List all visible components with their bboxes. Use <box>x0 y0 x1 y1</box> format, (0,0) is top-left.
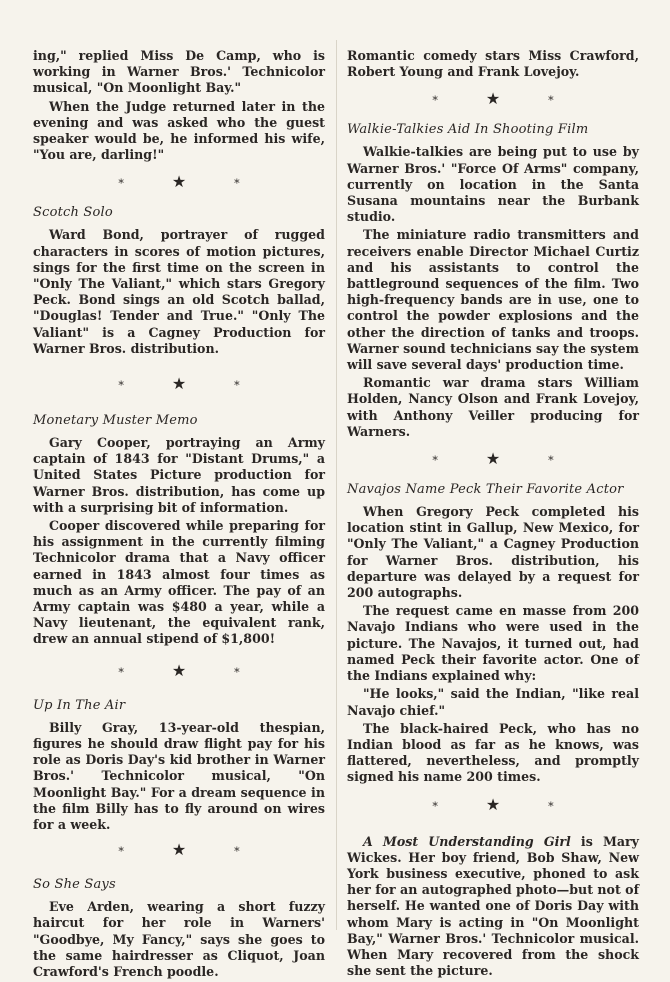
small-star-icon: * <box>548 454 554 468</box>
article-paragraph: Romantic war drama stars William Holden, Nancy Olson and Frank Lovejoy, with Anthony Veiller producing for Warners. <box>347 375 639 439</box>
article-paragraph: The request came en masse from 200 Navajo Indians who were used in the picture. The Navajos, it turned out, had named Peck their favorite actor. One of the Indians explained why: <box>347 603 639 684</box>
small-star-icon: * <box>118 177 124 191</box>
section-heading-so-she-says: So She Says <box>33 877 116 893</box>
small-star-icon: * <box>234 379 240 393</box>
article-paragraph: Gary Cooper, portraying an Army captain of 1843 for "Distant Drums," a United States Picture production for Warner Bros. distribution, has come up with a surprising bit of information. <box>33 435 325 515</box>
small-star-icon: * <box>432 454 438 468</box>
small-star-icon: * <box>548 94 554 108</box>
big-star-icon: ★ <box>485 89 501 109</box>
section-heading-scotch-solo: Scotch Solo <box>33 205 113 221</box>
small-star-icon: * <box>118 845 124 859</box>
big-star-icon: ★ <box>171 840 187 860</box>
article-paragraph-understanding-girl <box>347 834 639 980</box>
star-separator <box>33 169 325 195</box>
intro-paragraph: ing," replied Miss De Camp, who is working in Warner Bros.' Technicolor musical, "On Moonlight Bay." <box>33 48 325 96</box>
section-heading-up-in-the-air: Up In The Air <box>33 697 126 713</box>
section-heading-navajos-name-peck: Navajos Name Peck Their Favorite Actor <box>347 482 624 498</box>
article-text: is Mary Wickes. Her boy friend, Bob Shaw, New York business executive, phoned to ask her for an autographed photo—but not of herself. He wanted one of Doris Day with whom Mary is acting in "On Moonlight Bay," Warner Bros.' Technicolor musical. When Mary recovered from the shock she sent the picture. <box>347 833 639 979</box>
column-divider <box>336 40 337 930</box>
right-column <box>347 48 639 981</box>
small-star-icon: * <box>548 799 554 813</box>
small-star-icon: * <box>234 177 240 191</box>
article-paragraph: When Gregory Peck completed his location stint in Gallup, New Mexico, for "Only The Valiant," a Cagney Production for Warner Bros. distribution, his departure was delayed by a request for 200 autographs. <box>347 504 639 601</box>
small-star-icon: * <box>118 379 124 393</box>
small-star-icon: * <box>432 94 438 108</box>
section-heading-walkie-talkies: Walkie-Talkies Aid In Shooting Film <box>347 122 589 138</box>
star-separator <box>33 371 325 397</box>
big-star-icon: ★ <box>485 794 501 814</box>
article-paragraph: The miniature radio transmitters and receivers enable Director Michael Curtiz and his assistants to control the battleground sequences of the film. Two high-frequency bands are in use, one to control the powder explosions and the other the direction of tanks and troops. Warner sound technicians say the system will save several days' production time. <box>347 227 639 373</box>
star-separator <box>33 837 325 863</box>
star-separator <box>347 446 639 472</box>
intro-paragraph: When the Judge returned later in the evening and was asked who the guest speaker would be, he informed his wife, "You are, darling!" <box>33 98 325 163</box>
small-star-icon: * <box>118 665 124 679</box>
article-paragraph: Billy Gray, 13-year-old thespian, figures he should draw flight pay for his role as Doris Day's kid brother in Warner Bros.' Technicolor musical, "On Moonlight Bay." For a dream sequence in the film Billy has to fly around on wires for a week. <box>33 719 325 832</box>
section-heading-monetary-muster-memo: Monetary Muster Memo <box>33 413 198 429</box>
article-paragraph: The black-haired Peck, who has no Indian blood as far as he knows, was flattered, nevertheless, and promptly signed his name 200 times. <box>347 720 639 785</box>
article-paragraph: Eve Arden, wearing a short fuzzy haircut for her role in Warners' "Goodbye, My Fancy," says she goes to the same hairdresser as Cliquot, Joan Crawford's French poodle. <box>33 899 325 979</box>
article-paragraph: Ward Bond, portrayer of rugged characters in scores of motion pictures, sings for the first time on the screen in "Only The Valiant," which stars Gregory Peck. Bond sings an old Scotch ballad, "Douglas! Tender and True." "Only The Valiant" is a Cagney Production for Warner Bros. distribution. <box>33 227 325 356</box>
star-separator <box>347 86 639 112</box>
article-paragraph: "He looks," said the Indian, "like real Navajo chief." <box>347 686 639 718</box>
star-separator <box>33 658 325 684</box>
intro-paragraph: Romantic comedy stars Miss Crawford, Robert Young and Frank Lovejoy. <box>347 48 639 80</box>
article-paragraph: Cooper discovered while preparing for his assignment in the currently filming Technicolor drama that a Navy officer earned in 1843 almost four times as much as an Army officer. The pay of an Army captain was $480 a year, while a Navy lieutenant, the equivalent rank, drew an annual stipend of $1,800! <box>33 518 325 647</box>
article-paragraph: Walkie-talkies are being put to use by Warner Bros.' "Force Of Arms" company, currently on location in the Santa Susana mountains near the Burbank studio. <box>347 144 639 225</box>
small-star-icon: * <box>432 799 438 813</box>
big-star-icon: ★ <box>171 172 187 192</box>
small-star-icon: * <box>234 845 240 859</box>
big-star-icon: ★ <box>485 449 501 469</box>
star-separator <box>347 792 639 818</box>
run-in-title: A Most Understanding Girl <box>363 833 571 849</box>
small-star-icon: * <box>234 665 240 679</box>
big-star-icon: ★ <box>171 660 187 680</box>
big-star-icon: ★ <box>171 374 187 394</box>
left-column <box>33 48 325 982</box>
